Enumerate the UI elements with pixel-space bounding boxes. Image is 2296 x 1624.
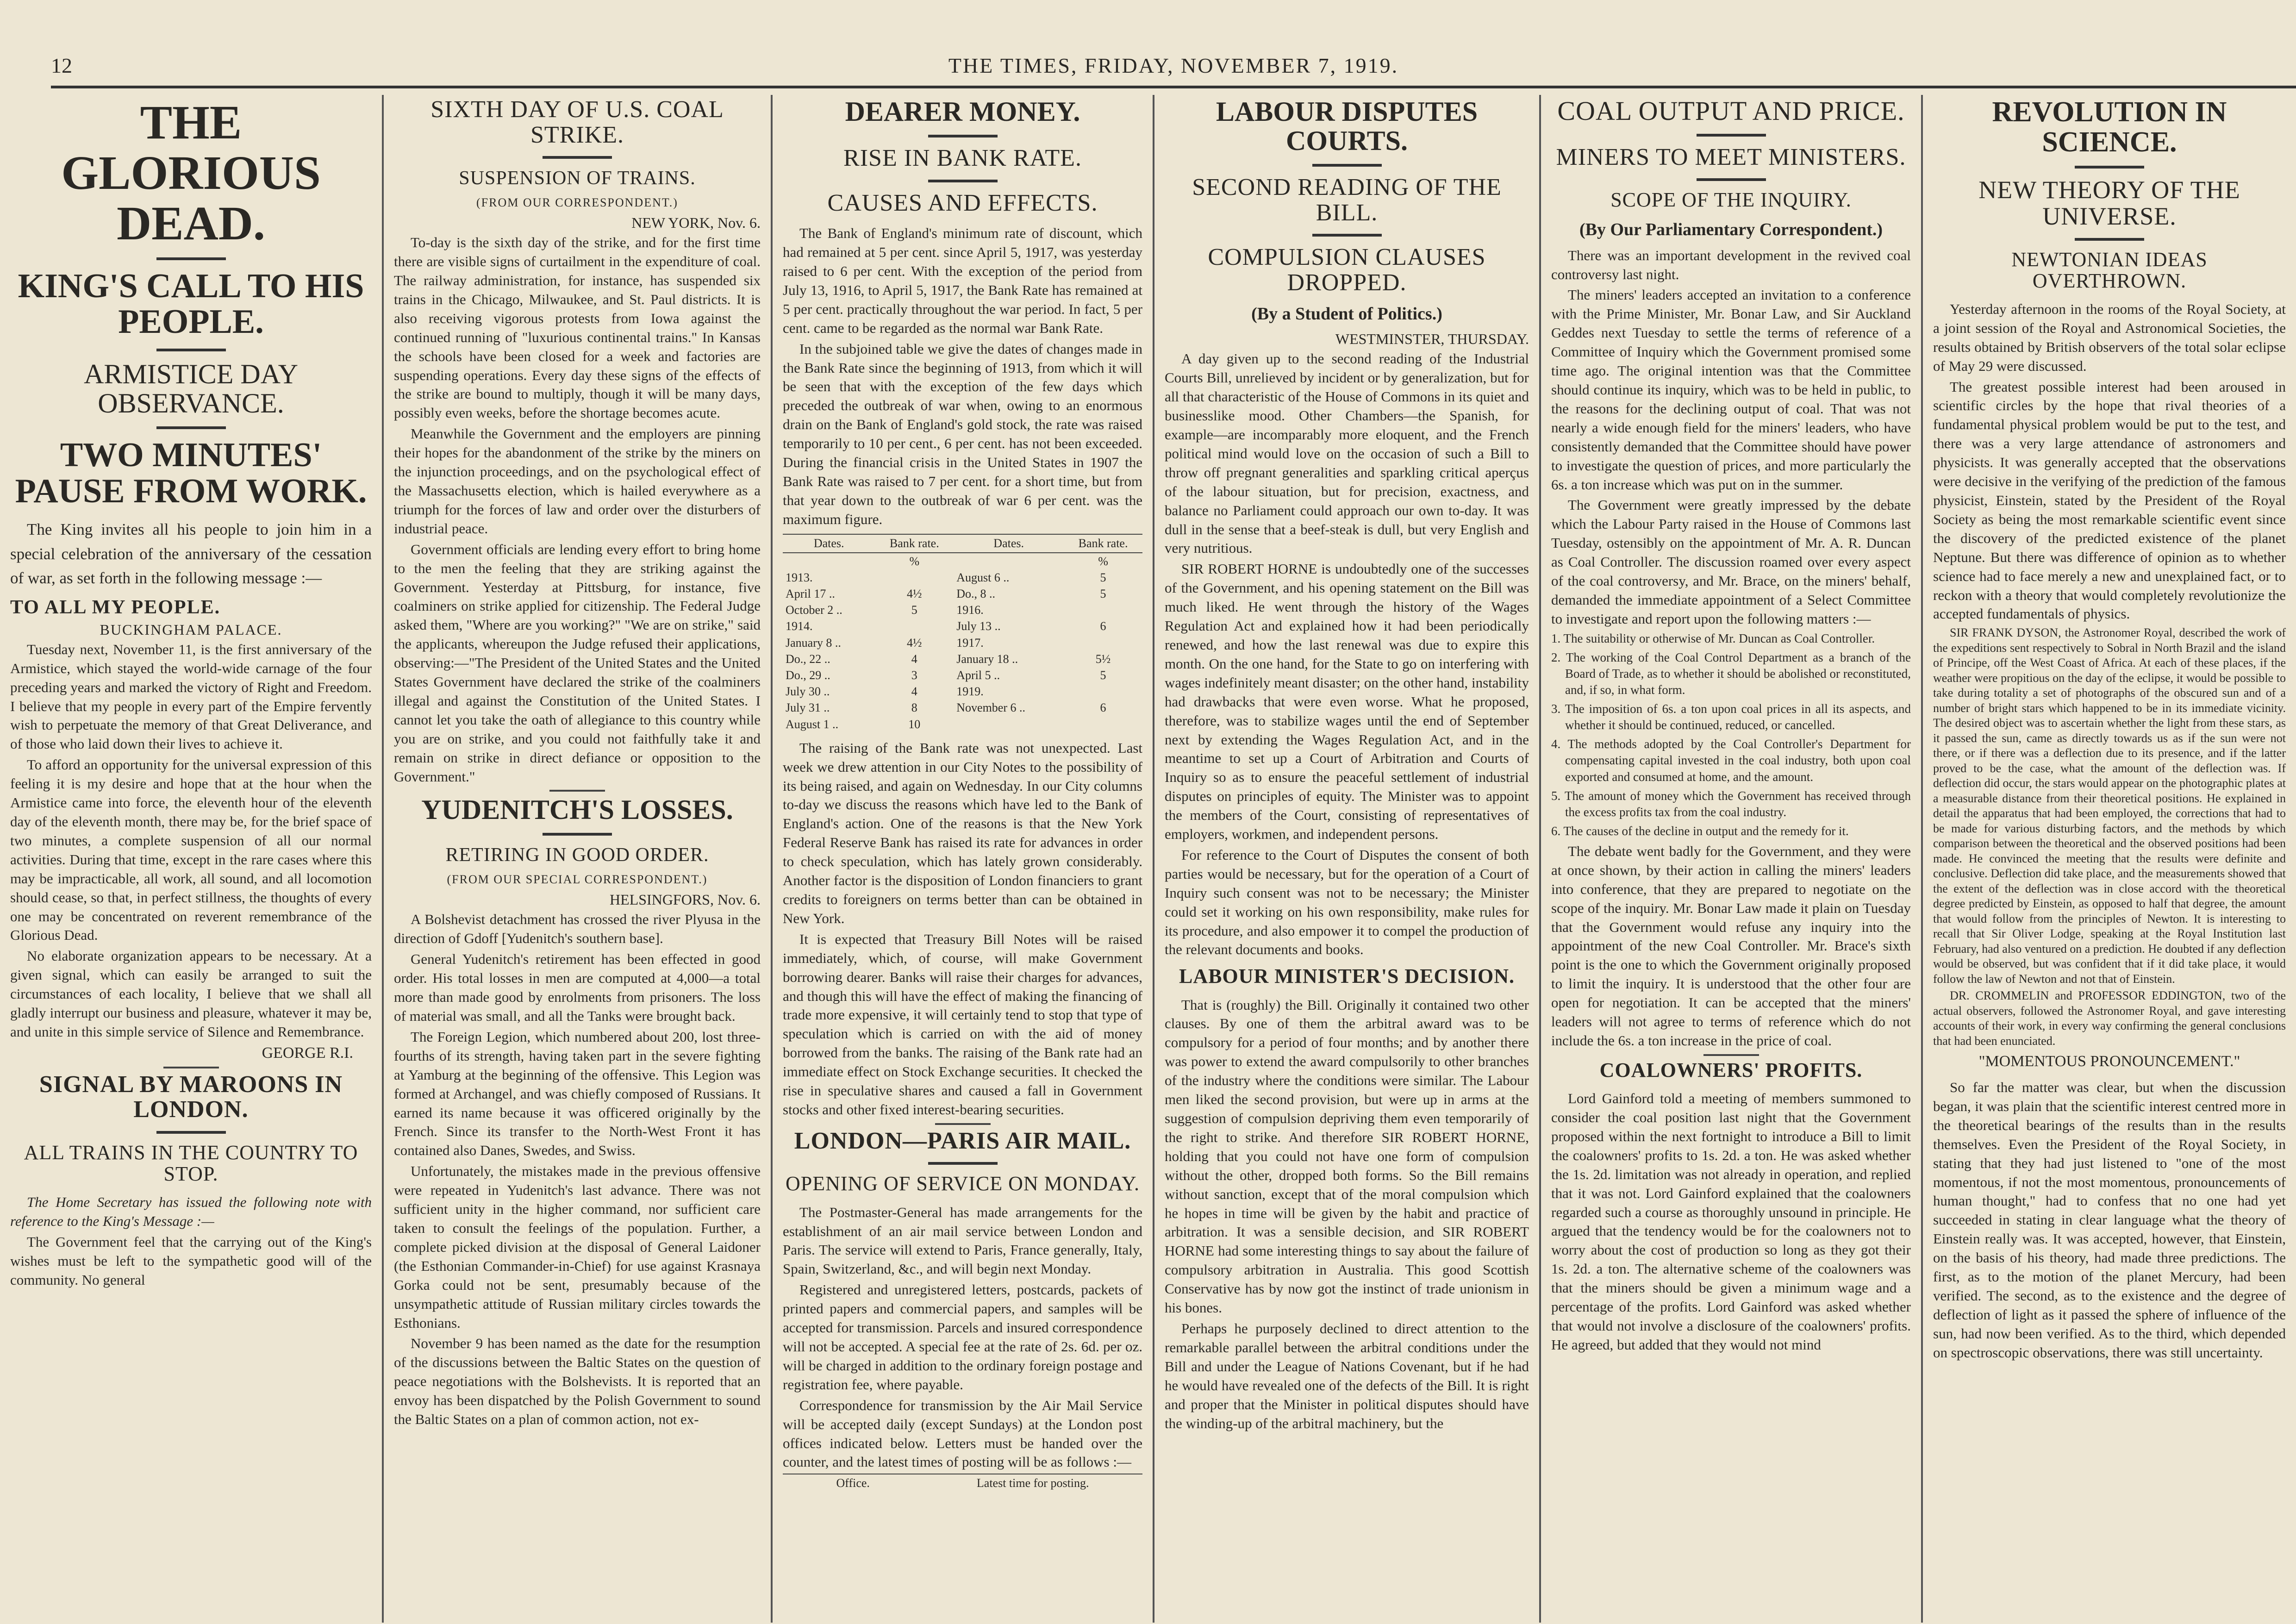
- table-cell: November 6 ..: [956, 701, 1025, 715]
- article-paragraph: DR. CROMMELIN and PROFESSOR EDDINGTON, two of the actual observers, followed the Astronomer Royal, and gave interesting accounts of their work, in every way confirming the general conclusions that had been enunciated.: [1933, 989, 2286, 1048]
- list-item: 4. The methods adopted by the Coal Controller's Department for compensating capital invested in the coal industry, both upon coal exported and consumed at home, and the amount.: [1551, 737, 1911, 784]
- table-header: Latest time for posting.: [976, 1476, 1089, 1490]
- table-row: [783, 586, 1142, 602]
- subhead-retiring: RETIRING IN GOOD ORDER.: [445, 844, 709, 866]
- deck-all-trains: ALL TRAINS IN THE COUNTRY TO STOP.: [24, 1141, 358, 1186]
- table-cell: [875, 618, 954, 634]
- table-cell: July 31 ..: [786, 701, 830, 715]
- table-cell: [1064, 683, 1142, 700]
- article-paragraph: To-day is the sixth day of the strike, and for the first time there are visible signs of curtailment in the expenditure of coal. The railway administration, for instance, has suspended six trains in the Chicago, Milwaukee, and St. Paul districts. It is also receiving vigorous protests from Iowa against the continued running of "luxurious continental trains." In Kansas the schools have been closed for a week and factories are suspending operations. Every day these signs of the effects of the strike are bound to multiply, though it will be many days, possibly even weeks, before the shortage becomes acute.: [394, 234, 761, 421]
- table-cell: 5: [1100, 587, 1106, 601]
- article-paragraph: The Government feel that the carrying out of the King's wishes must be left to the sympathetic good will of the community. No general: [10, 1234, 372, 1288]
- article-paragraph: A day given up to the second reading of the Industrial Courts Bill, unrelieved by incident or by generalization, but for all that characteristic of the House of Commons in its quiet and businesslike mood. Other Chambers—the Spanish, for example—are incomparably more eloquent, and the French political mind would love on the occasion of such a Bill to throw off pregnant generalities and sparkling critical aperçus of the labour situation, but for precision, exactness, and balance no Parliament could approach our own to-day. It was dull in the sense that a beef-steak is dull, but very English and very nutritious.: [1165, 350, 1529, 556]
- table-cell: 1916.: [956, 603, 984, 617]
- table-cell: August 6 ..: [956, 570, 1010, 584]
- table-cell: 1914.: [786, 619, 813, 633]
- article-paragraph: The Foreign Legion, which numbered about 200, lost three-fourths of its strength, having taken part in the severe fighting at Yamburg at the beginning of the offensive. This Legion was formed at Archangel, and was chiefly composed of Russians. It earned its name because it was officered originally by the French. Since its transfer to the North-West Front it has contained also Danes, Swedes, and Swiss.: [394, 1028, 761, 1159]
- table-cell: 5: [911, 603, 917, 617]
- list-item: 3. The imposition of 6s. a ton upon coal prices in all its aspects, and whether it should be continued, reduced, or cancelled.: [1551, 702, 1911, 732]
- palace-dateline: BUCKINGHAM PALACE.: [100, 621, 282, 638]
- article-paragraph: The raising of the Bank rate was not unexpected. Last week we drew attention in our City Notes to the possibility of its being raised, and again on Wednesday. In our City columns to-day we discuss the reasons which have led to the Bank of England's action. One of the reasons is that the New York Federal Reserve Bank has raised its rate for advances in order to check speculation, which has lately grown considerably. Another factor is the disposition of London financiers to grant credits to foreigners on terms better than can be obtained in New York.: [783, 739, 1142, 926]
- table-cell: 4: [911, 652, 917, 666]
- table-cell: [1064, 602, 1142, 618]
- byline: (By Our Parliamentary Correspondent.): [1579, 219, 1883, 239]
- article-paragraph: To afford an opportunity for the universal expression of this feeling it is my desire and hope that at the hour when the Armistice came into force, the eleventh hour of the eleventh day of the eleventh month, there may be, for the brief space of two minutes, a complete suspension of all our normal activities. During that time, except in the rare cases where this may be impracticable, all work, all sound, and all locomotion should cease, so that, in perfect stillness, the thoughts of every one may be concentrated on reverent remembrance of the Glorious Dead.: [10, 756, 372, 943]
- article-paragraph: A Bolshevist detachment has crossed the river Plyusa in the direction of Gdoff [Yudenitch's southern base].: [394, 911, 761, 947]
- headline-coalowners-profits: COALOWNERS' PROFITS.: [1599, 1058, 1863, 1081]
- table-cell: April 5 ..: [956, 668, 1000, 682]
- column-glorious-dead: [0, 97, 382, 1620]
- article-dateline: HELSINGFORS, Nov. 6.: [610, 891, 761, 908]
- ornament-rule: [928, 135, 998, 137]
- table-cell: January 18 ..: [956, 652, 1018, 666]
- table-cell: Do., 29 ..: [786, 668, 830, 682]
- article-paragraph: For reference to the Court of Disputes the consent of both parties would be necessary, but for the operation of a Court of Inquiry such consent was not to be necessary; the Minister could set it working on his own responsibility, make rules for its procedure, and also empower it to compel the production of the relevant documents and books.: [1165, 846, 1529, 958]
- table-cell: Do., 22 ..: [786, 652, 830, 666]
- article-paragraph: The greatest possible interest had been aroused in scientific circles by the hope that rival theories of a fundamental physical problem would be put to the test, and there was a very large attendance of astronomers and physicists. It was generally accepted that the observations were decisive in the verifying of the prediction of the famous physicist, Einstein, stated by the President of the Royal Society as being the most remarkable scientific event since the discovery of the predicted existence of the planet Neptune. But there was difference of opinion as to whether science had to face merely a new and unexplained fact, or to reckon with a theory that would completely revolutionize the accepted fundamentals of physics.: [1933, 378, 2286, 622]
- table-header: Dates.: [954, 534, 1064, 553]
- table-cell: October 2 ..: [786, 603, 842, 617]
- table-row: [783, 700, 1142, 716]
- table-cell: 1913.: [786, 570, 813, 584]
- table-cell: 4: [911, 685, 917, 699]
- article-paragraph: The King invites all his people to join him in a special celebration of the anniversary of the cessation of war, as set forth in the following message :—: [10, 520, 372, 587]
- article-paragraph: Lord Gainford told a meeting of members summoned to consider the coal position last night that the Government proposed within the next fortnight to introduce a Bill to limit the coalowners' profits to 1s. 2d. a ton. He was asked whether the 1s. 2d. limitation was not already in operation, and replied that it was not. Lord Gainford explained that the coalowners regarded such a course as thoroughly unsound in principle. He argued that the tendency would be for the coalowners not to worry about the cost of production so long as they got their 1s. 2d. a ton. The alternative scheme of the coalowners was that the miners should be given a minimum wage and a percentage of the profits. Lord Gainford was asked whether that would not involve a disclosure of the coalowners' profits. He agreed, but added that they would not mind: [1551, 1090, 1911, 1353]
- ornament-rule: [1697, 178, 1766, 181]
- headline-signal-by-maroons: SIGNAL BY MAROONS IN LONDON.: [39, 1071, 343, 1123]
- article-paragraph: The miners' leaders accepted an invitation to a conference with the Prime Minister, Mr. Bonar Law, and Sir Auckland Geddes next Tuesday to settle the terms of reference of a Committee of Inquiry which the Government promised some time ago. The original intention was that the Committee should continue its inquiry, which was to be held in public, to the reasons for the declining output of coal. That was not nearly a wide enough field for the miners' leaders, who have consistently demanded that the Committee should have power to investigate the question of prices, and more particularly the 6s. a ton increase which was put on in the summer.: [1551, 287, 1911, 493]
- article-paragraph: Government officials are lending every effort to bring home to the men the feeling that they are striking against the Government. Yesterday at Pittsburg, for instance, five coalminers on strike applied for citizenship. The Federal Judge asked them, "Where are you working?" "We are on strike," said the applicants, whereupon the Judge refused their applications, observing:—"The President of the United States and the United States Government have declared the strike of the coalminers illegal and against the Constitution of the United States. I cannot let you take the oath of allegiance to this country while you are on strike, and you could not faithfully take it and remain on strike in direct defiance or opposition to the Government.": [394, 541, 761, 785]
- column-revolution-science: [1923, 97, 2296, 1620]
- table-cell: 4½: [907, 636, 922, 650]
- ornament-rule: [156, 1131, 226, 1134]
- table-cell: [783, 553, 875, 569]
- article-paragraph: In the subjoined table we give the dates of changes made in the Bank Rate since the beginning of 1913, from which it will be seen that with the exception of the few days which preceded the outbreak of war when, owing to an enormous drain on the Bank of England's gold stock, the rate was raised temporarily to 10 per cent., 6 per cent. has not been exceeded. During the financial crisis in the United States in 1907 the Bank Rate was raised to 7 per cent. for a short time, but from that year down to the outbreak of war 6 per cent. was the maximum figure.: [783, 340, 1142, 527]
- column-coal-strike: [384, 97, 771, 1620]
- table-cell: July 30 ..: [786, 685, 830, 699]
- table-cell: 1917.: [956, 636, 984, 650]
- list-item: 6. The causes of the decline in output and the remedy for it.: [1551, 824, 1849, 838]
- article-paragraph: Tuesday next, November 11, is the first anniversary of the Armistice, which stayed the world-wide carnage of the four preceding years and marked the victory of Right and Freedom. I believe that my people in every part of the Empire fervently wish to perpetuate the memory of that Great Deliverance, and of those who laid down their lives to achieve it.: [10, 641, 372, 752]
- table-header: Office.: [836, 1476, 870, 1490]
- royal-signature: GEORGE R.I.: [262, 1044, 353, 1062]
- air-mail-table-header: [783, 1474, 1142, 1490]
- table-cell: %: [1098, 554, 1108, 568]
- table-cell: [954, 553, 1064, 569]
- subhead-compulsion-clauses: COMPULSION CLAUSES DROPPED.: [1208, 244, 1486, 296]
- bank-rate-table: [783, 534, 1142, 732]
- table-row: [783, 618, 1142, 634]
- article-paragraph: The Bank of England's minimum rate of discount, which had remained at 5 per cent. since April 5, 1917, was yesterday raised to 6 per cent. With the exception of the period from July 13, 1916, to April 5, 1917, the Bank Rate has remained at 5 per cent. practically throughout the war period. In fact, 5 per cent. came to be regarded as the normal war Bank Rate.: [783, 225, 1142, 336]
- headline-yudenitch: YUDENITCH'S LOSSES.: [421, 794, 733, 825]
- article-paragraph: Perhaps he purposely declined to direct attention to the remarkable parallel between the arbitral conditions under the Bill and under the League of Nations Covenant, but if he had he would have revealed one of the defects of the Bill. It is right and proper that the Minister in political disputes should have the winding-up of the arbitral machinery, but the: [1165, 1320, 1529, 1431]
- subhead-bank-rate: RISE IN BANK RATE.: [843, 145, 1082, 171]
- table-units-row: [783, 553, 1142, 569]
- table-cell: 6: [1100, 701, 1106, 715]
- column-dearer-money: [773, 97, 1153, 1620]
- table-cell: 1919.: [956, 685, 984, 699]
- article-dateline: WESTMINSTER, THURSDAY.: [1335, 331, 1529, 348]
- headline-labour-disputes: LABOUR DISPUTES COURTS.: [1216, 97, 1478, 156]
- article-paragraph: November 9 has been named as the date for the resumption of the discussions between the Baltic States on the question of peace negotiations with the Bolshevists. It is reported that an envoy has been dispatched by the Polish Government to sound the Baltic States on a plan of common action, not ex-: [394, 1335, 761, 1428]
- article-paragraph: No elaborate organization appears to be necessary. At a given signal, which can easily be arranged to suit the circumstances of each locality, I believe that we shall all gladly interrupt our business and pleasure, whatever it may be, and unite in this simple service of Silence and Remembrance.: [10, 948, 372, 1040]
- byline: (By a Student of Politics.): [1251, 304, 1442, 324]
- subhead-scope-inquiry: SCOPE OF THE INQUIRY.: [1610, 188, 1852, 212]
- table-cell: 6: [1100, 619, 1106, 633]
- section-rule: [935, 1123, 991, 1125]
- table-cell: [1064, 716, 1142, 732]
- headline-air-mail: LONDON—PARIS AIR MAIL.: [794, 1127, 1131, 1154]
- source-line: (FROM OUR CORRESPONDENT.): [476, 196, 678, 210]
- ornament-rule: [1697, 134, 1766, 137]
- section-rule: [163, 1067, 219, 1068]
- article-paragraph: General Yudenitch's retirement has been effected in good order. His total losses in men are computed at 4,000—a total more than made good by enrolments from prisoners. The loss of material was small, and all the Tanks were brought back.: [394, 951, 761, 1024]
- ornament-rule: [156, 349, 226, 351]
- headline-sixth-day: SIXTH DAY OF U.S. COAL STRIKE.: [430, 97, 724, 148]
- salutation: TO ALL MY PEOPLE.: [10, 596, 221, 618]
- subhead-new-theory: NEW THEORY OF THE UNIVERSE.: [1978, 176, 2240, 230]
- deck-armistice-day: ARMISTICE DAY OBSERVANCE.: [84, 358, 298, 418]
- table-row: [783, 667, 1142, 683]
- article-paragraph: The Home Secretary has issued the following note with reference to the King's Message :—: [10, 1194, 372, 1230]
- list-item: 2. The working of the Coal Control Department as a branch of the Board of Trade, as to whether it should be abolished or reconstituted, and, if so, in what form.: [1551, 650, 1911, 697]
- table-cell: January 8 ..: [786, 636, 841, 650]
- table-header: Bank rate.: [1064, 534, 1142, 553]
- subhead-miners-meet: MINERS TO MEET MINISTERS.: [1556, 144, 1906, 170]
- table-cell: [875, 569, 954, 586]
- table-cell: 8: [911, 701, 917, 715]
- table-cell: %: [909, 554, 920, 568]
- table-cell: April 17 ..: [786, 587, 835, 601]
- ornament-rule: [156, 426, 226, 429]
- article-dateline: NEW YORK, Nov. 6.: [631, 214, 761, 231]
- section-rule: [549, 790, 605, 792]
- table-cell: August 1 ..: [786, 717, 839, 731]
- ornament-rule: [2075, 166, 2144, 169]
- table-cell: 5: [1100, 570, 1106, 584]
- ornament-rule: [1312, 164, 1382, 167]
- table-cell: 3: [911, 668, 917, 682]
- ornament-rule: [156, 257, 226, 260]
- table-cell: 5½: [1095, 652, 1111, 666]
- ornament-rule: [543, 156, 612, 159]
- headline-labour-minister: LABOUR MINISTER'S DECISION.: [1179, 965, 1515, 988]
- source-line: (FROM OUR SPECIAL CORRESPONDENT.): [447, 873, 708, 887]
- table-cell: [1064, 635, 1142, 651]
- ornament-rule: [1312, 234, 1382, 237]
- article-paragraph: The Government were greatly impressed by the debate which the Labour Party raised in the House of Commons last Tuesday, ostensibly on the appointment of Mr. A. R. Duncan as Coal Controller. The discussion roamed over every aspect of the coal controversy, and Mr. Brace, on the miners' behalf, demanded the immediate appointment of a Select Committee to investigate and report upon the following matters :—: [1551, 497, 1911, 627]
- table-cell: Do., 8 ..: [956, 587, 996, 601]
- headline-glorious-dead: THE GLORIOUS DEAD.: [61, 97, 321, 250]
- table-cell: 10: [908, 717, 921, 731]
- list-item: 5. The amount of money which the Government has received through the excess profits tax from the coal industry.: [1551, 788, 1911, 819]
- table-row: [783, 716, 1142, 732]
- column-coal-output: [1541, 97, 1921, 1620]
- table-cell: 4½: [907, 587, 922, 601]
- article-paragraph: That is (roughly) the Bill. Originally it contained two other clauses. By one of them the arbitral award was to be compulsory for a period of four months; and by another there was power to extend the award compulsorily to other branches of the industry where the conditions were similar. The Labour men liked the second provision, but were up in arms at the suggestion of compulsion depriving them even temporarily of the right to strike. And therefore SIR ROBERT HORNE, holding that you could not have one form of compulsion without the other, dropped both forms. So the Bill remains without sanction, except that of the moral compulsion which he hopes in time will be given by the habit and practice of arbitration. It was a sensible decision, and SIR ROBERT HORNE had some interesting things to say about the failure of compulsory arbitration in Australia. This good Scottish Conservative has by now got the instinct of trade unionism in his bones.: [1165, 996, 1529, 1316]
- table-row: [783, 635, 1142, 651]
- subhead-opening-service: OPENING OF SERVICE ON MONDAY.: [785, 1172, 1140, 1195]
- table-header-row: [783, 534, 1142, 553]
- article-paragraph: The debate went badly for the Government, and they were at once shown, by their action in calling the miners' leaders into conference, that they are prepared to negotiate on the scope of the inquiry. Mr. Bonar Law made it plain on Tuesday that the Government would refuse any inquiry into the appointment of the new Coal Controller. Mr. Brace's sixth point is the one to which the Government originally proposed to limit the inquiry. It is understood that the other four are open for negotiation. It can be accepted that the miners' leaders will not agree to terms of reference which do not include the 6s. a ton increase in the price of coal.: [1551, 843, 1911, 1049]
- subhead-suspension-of-trains: SUSPENSION OF TRAINS.: [459, 168, 696, 189]
- article-paragraph: Registered and unregistered letters, postcards, packets of printed papers and commercial papers, and samples will be accepted for transmission. Parcels and insured correspondence will not be accepted. A special fee at the rate of 2s. 6d. per oz. will be charged in addition to the ordinary foreign postage and registration fee, where payable.: [783, 1281, 1142, 1393]
- article-paragraph: SIR ROBERT HORNE is undoubtedly one of the successes of the Government, and his opening statement on the Bill was much liked. He went through the history of the Wages Regulation Act and explained how it had been periodically renewed, and how the last renewal was due to expire this month. On the one hand, for the State to go on interfering with wages indefinitely meant disaster; on the other hand, instability had drawbacks that were even worse. What he proposed, therefore, was to stabilize wages until the end of September next by extending the Wages Regulation Act, and in the meantime to set up a Court of Arbitration and Courts of Inquiry so as to ensure the peaceful settlement of industrial disputes on principles of equity. The Minister was to appoint the members of the Court, consisting of representatives of employers, workmen, and independent persons.: [1165, 561, 1529, 843]
- ornament-rule: [2075, 238, 2144, 241]
- ornament-rule: [543, 833, 612, 836]
- list-item: 1. The suitability or otherwise of Mr. Duncan as Coal Controller.: [1551, 631, 1875, 645]
- article-paragraph: Unfortunately, the mistakes made in the previous offensive were repeated in Yudenitch's last advance. There was not sufficient unity in the higher command, nor sufficient care taken to consult the feelings of the population. Further, a complete picked division at the disposal of General Laidoner (the Esthonian Commander-in-Chief) for use against Krasnaya Gorka could not be sent, presumably because of the unsympathetic attitude of Russian military circles towards the Esthonians.: [394, 1163, 761, 1331]
- table-row: [783, 683, 1142, 700]
- table-cell: July 13 ..: [956, 619, 1001, 633]
- article-paragraph: Meanwhile the Government and the employers are pinning their hopes for the abandonment of the strike by the miners on the injunction proceedings, and on the psychological effect of the Massachusetts election, which is hailed everywhere as a triumph for the forces of law and order over the disturbers of industrial peace.: [394, 425, 761, 537]
- ornament-rule: [928, 1162, 998, 1165]
- headline-dearer-money: DEARER MONEY.: [845, 97, 1080, 127]
- headline-momentous-pronouncement: "MOMENTOUS PRONOUNCEMENT.": [1978, 1053, 2240, 1070]
- inquiry-list: [1551, 631, 1911, 839]
- column-labour-courts: [1154, 97, 1539, 1620]
- table-header: Bank rate.: [875, 534, 954, 553]
- table-row: [783, 651, 1142, 667]
- article-paragraph: The Postmaster-General has made arrangements for the establishment of an air mail service between London and Paris. The service will extend to Paris, France generally, Italy, Spain, Switzerland, &c., and will begin next Monday.: [783, 1204, 1142, 1277]
- table-header: Dates.: [783, 534, 875, 553]
- deck-two-minutes: TWO MINUTES' PAUSE FROM WORK.: [15, 436, 367, 510]
- article-paragraph: So far the matter was clear, but when the discussion began, it was plain that the scientific interest centred more in the theoretical bearings of the results than in the results themselves. Even the President of the Royal Society, in stating that they had just listened to "one of the most momentous, if not the most momentous, pronouncements of human thought," had to confess that no one had yet succeeded in stating in clear language what the theory of Einstein really was. It was accepted, however, that Einstein, on the basis of his theory, had made three predictions. The first, as to the motion of the planet Mercury, had been verified. The second, as to the existence and the degree of deflection of light as it passed the sphere of influence of the sun, had now been verified. As to the third, which depended on spectroscopic observations, there was still uncertainty.: [1933, 1079, 2286, 1361]
- table-cell: 5: [1100, 668, 1106, 682]
- headline-revolution-science: REVOLUTION IN SCIENCE.: [1992, 97, 2227, 158]
- article-paragraph: SIR FRANK DYSON, the Astronomer Royal, described the work of the expeditions sent respectively to Sobral in North Brazil and the island of Principe, off the West Coast of Africa. At each of these places, if the weather were propitious on the day of the eclipse, it would be possible to take during totality a set of photographs of the obscured sun and of a number of bright stars which happened to be in its immediate vicinity. The desired object was to ascertain whether the light from these stars, as it passed the sun, came as directly towards us as if the sun were not there, or if there was a deflection due to its presence, and if the latter proved to be the case, what the amount of the deflection was. If deflection did occur, the stars would appear on the photographic plates at a measurable distance from their theoretical positions. He explained in detail the apparatus that had been employed, the corrections that had to be made for various disturbing factors, and the methods by which comparison between the theoretical and the observed positions had been made. He convinced the meeting that the results were definite and conclusive. Deflection did take place, and the measurements showed that the extent of the deflection was in close accord with the theoretical degree predicted by Einstein, as opposed to half that degree, the amount that would follow from the principles of Newton. It is interesting to recall that Sir Oliver Lodge, speaking at the Royal Institution last February, had also ventured on a prediction. He doubted if any deflection would be observed, but was confident that if it did take place, it would follow the law of Newton and not that of Einstein.: [1933, 626, 2286, 986]
- deck-kings-call: KING'S CALL TO HIS PEOPLE.: [18, 267, 364, 341]
- article-paragraph: Yesterday afternoon in the rooms of the Royal Society, at a joint session of the Royal and Astronomical Societies, the results obtained by British observers of the total solar eclipse of May 29 were discussed.: [1933, 300, 2286, 374]
- subhead-second-reading: SECOND READING OF THE BILL.: [1192, 174, 1502, 226]
- article-paragraph: There was an important development in the revived coal controversy last night.: [1551, 247, 1911, 282]
- article-paragraph: Correspondence for transmission by the Air Mail Service will be accepted daily (except Sundays) at the London post offices indicated below. Letters must be handed over the counter, and the latest times of posting will be as follows :—: [783, 1397, 1142, 1470]
- article-paragraph: It is expected that Treasury Bill Notes will be raised immediately, which, of course, will make Government borrowing dearer. Banks will raise their charges for advances, and though this will have the effect of making the financing of trade more expensive, it will certainly tend to stop that type of speculation which is carried on with the aid of money borrowed from the banks. The raising of the Bank rate had an immediate effect on Stock Exchange securities. It checked the rise in speculative shares and caused a fall in Government stocks and other fixed interest-bearing securities.: [783, 931, 1142, 1118]
- page-number: 12: [51, 54, 72, 77]
- masthead: [51, 49, 2296, 88]
- table-cell: [954, 716, 1064, 732]
- section-rule: [1703, 1054, 1759, 1056]
- newspaper-dateline: THE TIMES, FRIDAY, NOVEMBER 7, 1919.: [948, 54, 1399, 77]
- ornament-rule: [928, 180, 998, 182]
- subhead-newtonian-ideas: NEWTONIAN IDEAS OVERTHROWN.: [2011, 248, 2208, 292]
- headline-coal-output: COAL OUTPUT AND PRICE.: [1557, 97, 1905, 126]
- table-body: [783, 553, 1142, 732]
- subhead-causes-effects: CAUSES AND EFFECTS.: [827, 189, 1098, 216]
- table-row: [783, 569, 1142, 586]
- table-row: [783, 602, 1142, 618]
